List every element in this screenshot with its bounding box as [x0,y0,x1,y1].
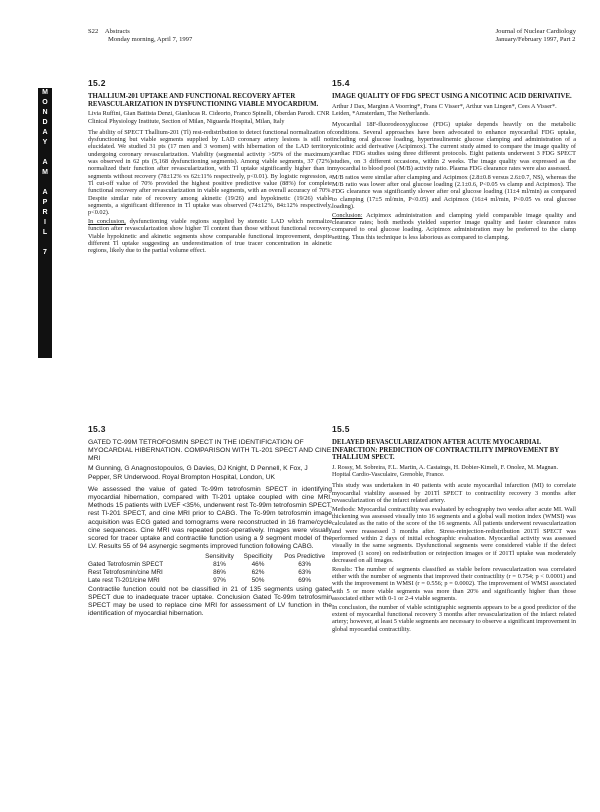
row-label: Gated Tetrofosmin SPECT [88,560,164,568]
table-cell: 62% [251,568,265,576]
abstract-number: 15.4 [332,78,350,88]
running-header-left [88,28,192,44]
table-cell: 86% [213,568,226,576]
sidebar-letter [38,148,52,158]
abstract-title: DELAYED REVASCULARIZATION AFTER ACUTE MYOCARDIAL INFARCTION: PREDICTION OF CONTRACTILITY IMPROVEMENT BY THALLIUM SPECT. [332,439,559,462]
row-label: Rest Tetrofosmin/cine MRI [88,568,163,576]
sidebar-letter [38,238,52,248]
table-row [88,561,332,569]
abstract-conclusion [88,218,332,254]
section-name: Abstracts [104,28,130,35]
sidebar-letter: P [42,199,48,206]
abstract-title: THALLIUM-201 UPTAKE AND FUNCTIONAL RECOVERY AFTER REVASCULARIZATION IN DYSFUNCTIONING VIABLE MYOCARDIUM. [88,93,319,108]
table-header-row [88,553,332,561]
sidebar-letter: R [42,209,48,216]
abstract-authors: J. Rossy, M. Sobreira, F.L. Martin, A. Castaings, H. Dobier-Kimeli, F. Onolez, M. Magnan. Hopital Cardio-Vasculaire, Grenoble, France. [332,464,559,479]
abstract-number: 15.3 [88,424,106,434]
abstract-paragraph: The ability of SPECT Thallium-201 (Tl) rest-redistribution to detect functional normalization of dysfunctioning but viable segments supplied by LAD coronary artery lesions is still not elucidated. We studied 31 pts (17 men and 3 women) with hibernation of the LAD territory undergoing coronary revascularization. Viability (segmental activity >50% of the maximum) was observed in 62 pts (5,168 dysfunctioning segments). Among viable segments, 37 (72%) normalized their function after revascularization, with Tl uptake significantly higher than in segments without recovery (78±12% vs 62±11% respectively, p<0.01). By logistic regression, a Tl cut-off value of 70% provided the highest positive predictive value (88%) for complete functional recovery after revascularization in viable segments, with an overall accuracy of 70%. Despite similar rate of recovery among akinetic (19/26) and hypokinetic (19/26) viable segments, a significant difference in Tl uptake was observed (74±12%, 84±12% respectively, p<0.02). [88,128,332,217]
running-header-right [496,28,576,44]
sidebar-letter [38,178,52,188]
sidebar-letter: Y [42,139,48,146]
sidebar-letter: A [42,159,48,166]
abstract-paragraph: In conclusion, the number of viable scintigraphic segments appears to be a good predictor of the extent of myocardial functional recovery 3 months after revascularization of the infarct related artery; however, at least 5 viable segments are necessary to observe a significant improvement in global myocardial contractility. [332,603,577,633]
abstract-authors: Arthur J Dax, Marginn A Voorring*, Frans C Visser*, Arthur van Lingen*, Cees A Visser*. Leiden, *Amsterdam, The Netherlands. [332,102,557,118]
row-label: Late rest Tl-201/cine MRI [88,576,160,584]
table-row [88,577,332,585]
sidebar-letter: 7 [43,249,47,256]
table-cell: 46% [251,560,265,568]
table-row [88,569,332,577]
session-sidebar-tab [38,88,52,358]
sidebar-letter: L [42,229,48,236]
session-name: Monday morning, April 7, 1997 [108,36,193,43]
abstract-paragraph: Methods: Myocardial contractility was evaluated by echography two weeks after acute MI. Wall thickening was assessed visually into 16 segments and a global wall motion index (WMSI) was calculated as the ratio of the score of the 16 segments. All patients underwent revascularization and were reassessed 3 months after. Stress-reinjection-redistribution 201Tl SPECT was performed within 2 days of initial echographic evaluation. Myocardial activity was assessed visually in the same segments. Dysfunctional segments were considered viable if the defect improved (1 score) on redistribution or reinjection images or if 201Tl uptake was moderately decreased on all images. [332,505,576,564]
abstract-15-5 [332,426,576,634]
sidebar-letter: A [42,189,48,196]
sidebar-letter: D [42,119,48,126]
sidebar-letter: A [42,129,48,136]
abstract-title: IMAGE QUALITY OF FDG SPECT USING A NICOTINIC ACID DERIVATIVE. [332,93,572,101]
table-cell: 69% [298,576,312,584]
abstract-paragraph: Myocardial 18F-fluorodeoxyglucose (FDG) uptake depends heavily on the metabolic conditions. Several approaches have been advocated to enhance myocardial FDG uptake, including oral glucose loading, hyperinsulinemic glucose clamping and administration of a nicotinic acid derivative (Acipimox). The current study aimed to compare the image quality of cardiac FDG studies using three different protocols. Eight patients underwent 3 FDG SPECT studies, on 3 different occasions, within 2 weeks. The image quality was expressed as the myocardial to blood pool (M/B) activity ratio. Plasma FDG clearance rates were also assessed. [332,121,576,173]
page-number: S22 [88,28,99,35]
abstract-number: 15.2 [88,78,106,88]
abstract-15-3 [88,426,332,620]
sidebar-letter: I [44,219,46,226]
sidebar-letter: N [42,109,48,116]
abstract-title: GATED TC-99M TETROFOSMIN SPECT IN THE IDENTIFICATION OF MYOCARDIAL HIBERNATION. COMPARISON WITH TL-201 SPECT AND CINE MRI [88,439,332,463]
abstract-15-2 [88,80,332,256]
column-header: Sensitivity [205,552,234,560]
results-table [88,553,332,585]
table-cell: 50% [251,576,265,584]
table-cell: 81% [213,560,226,568]
abstract-paragraph: Contractile function could not be classified in 21 of 135 segments using gated SPECT due to inadequate tracer uptake. Conclusion Gated Tc-99m tetrofosmin SPECT may be used to replace cine MRI for assessment of LV function in the identification of myocardial hibernation. [88,585,332,618]
abstract-number: 15.5 [332,424,350,434]
table-cell: 97% [213,576,226,584]
abstract-authors: M Gunning, G Anagnostopoulos, G Davies, DJ Knight, D Pennell, K Fox, J Pepper, SR Underwood. Royal Brompton Hospital, London, UK [88,465,308,481]
abstract-15-4 [332,80,576,243]
sidebar-letter: O [42,99,48,106]
column-header: Specificity [243,552,273,560]
sidebar-letter: M [42,89,48,96]
abstract-paragraph: We assessed the value of gated Tc-99m tetrofosmin SPECT in identifying myocardial hibernation, compared with Tl-201 uptake coupled with cine MRI. Methods 15 patients with LVEF <35%, underwent rest Tc-99m tetrofosmin SPECT, rest Tl-201 SPECT, and cine MRI prior to CABG. The Tc-99m tetrofosmin image acquisition was ECG gated and tomograms were reconstructed in 16 frame/cycle cine sequences. Cine MRI was repeated post-operatively. Images were visually scored for tracer uptake and contractile function using a 9 segment model of the LV. Results 55 of 94 asynergic segments improved function following CABG. [88,485,332,551]
sidebar-letter: M [42,169,48,176]
conclusion-label: In conclusion, [88,217,126,225]
table-cell: 63% [298,560,312,568]
abstract-authors: Livia Ruffini, Gian Battista Denzi, Gianlucas R. Cideorto, Franco Spinelli, Oberdan Parodi. CNR Clinical Physiology Institute, Section of Milan, Niguarda Hospital, Milan, Italy [88,110,330,125]
abstract-paragraph: Results: The number of segments classified as viable before revascularization was correlated either with the number of segments that improved their contractility (r = 0.754; p < 0.0001) and with the improvement in WMSI (r = 0.556; p = 0.0002). The improvement of WMSI associated with 5 or more viable segments was more than 20% and significantly higher than those associated either with 0-1 or 2-4 viable segments. [332,565,576,602]
abstract-conclusion [332,212,576,241]
column-header: Pos Predictive [284,552,326,560]
abstract-paragraph: M/B ratios were similar after clamping and Acipimox (2.8±0.8 versus 2.6±0.7, NS), whereas the M/B ratio was lower after oral glucose loading (2.1±0.6, P<0.05 vs clamp and Acipimox). The FDG clearance was significantly slower after oral glucose loading (11±4 ml/min) as compared to clamping (17±5 ml/min, P<0.05) and Acipimox (16±4 ml/min, P<0.05 vs oral glucose loading). [332,173,576,211]
journal-name: Journal of Nuclear Cardiology [495,28,576,35]
conclusion-label: Conclusion: [332,211,363,219]
conclusion-text: Acipimox administration and clamping yield comparable image quality and clearance rates; both methods yielded superior image quality and faster clearance rates compared to oral glucose loading. Acipimox administration may be preferred to the clamp setting. Thus this technique is less laborious as compared to clamping. [332,211,576,241]
journal-issue: January/February 1997, Part 2 [495,36,576,43]
table-cell: 63% [298,568,312,576]
conclusion-text: dysfunctioning viable regions supplied by stenotic LAD which normalize function after revascularization show higher Tl content than those without functional recovery. Viable hypokinetic and akinetic segments show comparable functional improvement, despite different Tl uptake suggesting an underestimation of true tracer concentration in akinetic regions, likely due to the partial volume effect. [88,217,332,255]
abstract-paragraph: This study was undertaken in 40 patients with acute myocardial infarction (MI) to correlate myocardial viability assessed by 201Tl SPECT to contractility recovery 3 months after revascularization of the infarct related artery. [332,482,576,505]
